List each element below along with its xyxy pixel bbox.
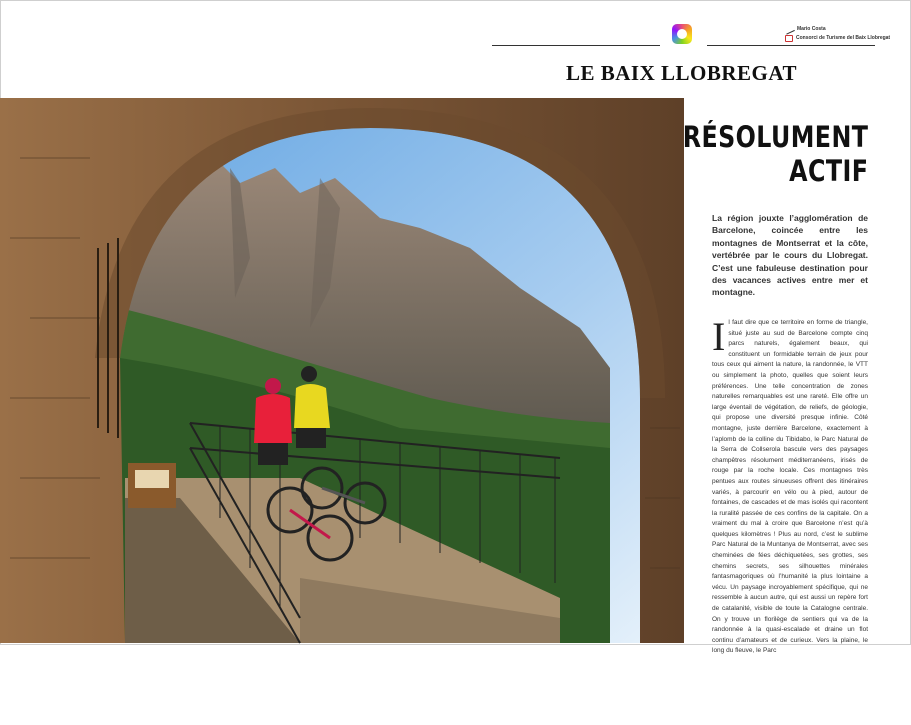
article-lead: La région jouxte l’agglomération de Barcelone, coincée entre les montagnes de Montserrat et la côte, vertébrée par le cours du Llobregat. C’est une fabuleuse destination pour des vacances actives entre mer et montagne. xyxy=(712,213,868,298)
article-body-text: l faut dire que ce territoire en forme de triangle, situé juste au sud de Barcelone compte cinq parcs naturels, également beaux, qui constituent un formidable terrain de jeux pour tous ceux qui aiment la nature, la randonnée, le VTT ou simplement la photo, quelles que soient leurs préférences. Une telle concentration de zones naturelles remarquables est une rareté. Elle offre un large éventail de végétation, de reliefs, de géologie, qui propose une diversité presque infinie. Côté montagne, juste derrière Barcelone, exactement à l’aplomb de la colline du Tibidabo, le Parc Natural de la Serra de Collserola bascule vers des paysages champêtres résolument méditerranéens, irisés de rouge par la roche locale. Ces montagnes très pentues aux routes sinueuses offrent des itinéraires variés, à parcourir en vélo ou à pied, autour de fontaines, de cascades et de mas isolés qui racontent la ruralité passée de ces confins de la capitale. On a vraiment du mal à croire que Barcelone n’est qu’à quelques kilomètres ! Plus au nord, c’est le sublime Parc Natural de la Muntanya de Montserrat, avec ses cheminées de fées déchiquetées, ses grottes, ses chemins secrets, ses silhouettes minérales fantasmagoriques où l’humanité la plus lointaine a vécu. Un paysage incroyablement spécifique, qui ne ressemble à aucun autre, qui est aussi un repère fort de catalanité, visible de toute la Catalogne centrale. On y trouve un florilège de sentiers qui va de la randonnée à la quasi-escalade et draine un flot continu d’amateurs et de curieux. Vers la plaine, le long du fleuve, le Parc xyxy=(712,319,868,655)
camera-icon xyxy=(785,35,793,42)
author-credit: Mario Costa xyxy=(797,26,826,32)
headline-line-1: RÉSOLUMENT xyxy=(682,120,868,154)
hero-photo xyxy=(0,98,684,725)
photo-caption: Mirador au pied de la Montagne de Montserrat, à Collbató xyxy=(131,719,270,725)
drop-cap: I xyxy=(712,314,726,359)
headline-line-2: ACTIF xyxy=(788,154,868,188)
header-rule-right xyxy=(707,45,875,46)
section-title: LE BAIX LLOBREGAT xyxy=(566,61,797,85)
colour-ring-logo-icon xyxy=(672,24,692,44)
photo-credit: Consorci de Turisme del Baix Llobregat xyxy=(796,35,891,41)
credits xyxy=(785,25,890,43)
header-rule-left xyxy=(492,45,660,46)
pen-icon xyxy=(784,25,795,34)
article-headline xyxy=(682,120,868,188)
article-body xyxy=(712,314,868,657)
